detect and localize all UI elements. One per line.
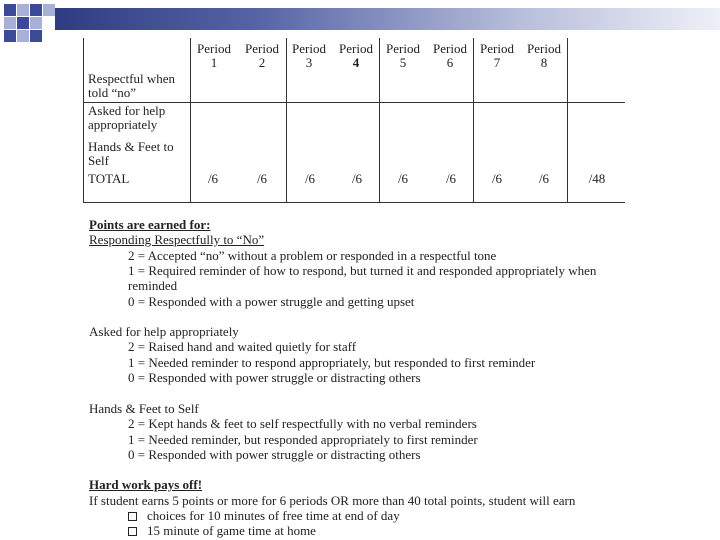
criterion-line: 1 = Needed reminder, but responded appropriately to first reminder [128,432,478,447]
row-label-asked-help: Asked for help appropriately [88,103,166,132]
criterion-line: 2 = Kept hands & feet to self respectfully with no verbal reminders [128,416,477,431]
decorative-squares [0,0,60,50]
criterion-line: 2 = Accepted “no” without a problem or responded in a respectful tone [128,248,497,263]
total-period-3: /6 [304,171,316,186]
criterion-line: 2 = Raised hand and waited quietly for staff [128,339,357,354]
reward-heading: Hard work pays off! [89,477,203,492]
checkbox-icon [128,527,137,536]
row-label-total: TOTAL [88,171,130,186]
checkbox-icon [128,512,137,521]
period-header-2: Period 2 [245,41,279,70]
reward-option: 15 minute of game time at home [128,523,316,538]
period-header-6: Period 6 [433,41,467,70]
criterion-line: 1 = Needed reminder to respond appropriately, but responded to first reminder [128,355,536,370]
row-label-hands-feet: Hands & Feet to Self [88,139,174,168]
period-header-8: Period 8 [527,41,561,70]
grand-total: /48 [588,171,606,186]
period-header-3: Period 3 [292,41,326,70]
behavior-table [83,38,625,203]
criterion-line: 0 = Responded with a power struggle and getting upset [128,294,415,309]
reward-sentence: If student earns 5 points or more for 6 periods OR more than 40 total points, student will earn [89,493,576,508]
total-period-8: /6 [538,171,550,186]
points-heading: Points are earned for: [89,217,211,232]
period-header-1: Period 1 [197,41,231,70]
section-title-hands-feet: Hands & Feet to Self [89,401,199,416]
reward-option: choices for 10 minutes of free time at end of day [128,508,400,523]
total-period-2: /6 [256,171,268,186]
total-period-5: /6 [397,171,409,186]
criterion-line: 1 = Required reminder of how to respond, but turned it and responded appropriately when [128,263,597,278]
total-period-7: /6 [491,171,503,186]
criterion-line: reminded [128,278,178,293]
row-label-respectful: Respectful when told “no” [88,71,176,100]
period-header-7: Period 7 [480,41,514,70]
total-period-4: /6 [351,171,363,186]
criterion-line: 0 = Responded with power struggle or distracting others [128,370,421,385]
total-period-6: /6 [445,171,457,186]
period-header-5: Period 5 [386,41,420,70]
section-title-asked-help: Asked for help appropriately [89,324,239,339]
header-gradient-band [55,8,720,30]
total-period-1: /6 [207,171,219,186]
period-header-4: Period 4 [339,41,373,70]
section-title-respectful: Responding Respectfully to “No” [89,232,265,247]
criterion-line: 0 = Responded with power struggle or distracting others [128,447,421,462]
